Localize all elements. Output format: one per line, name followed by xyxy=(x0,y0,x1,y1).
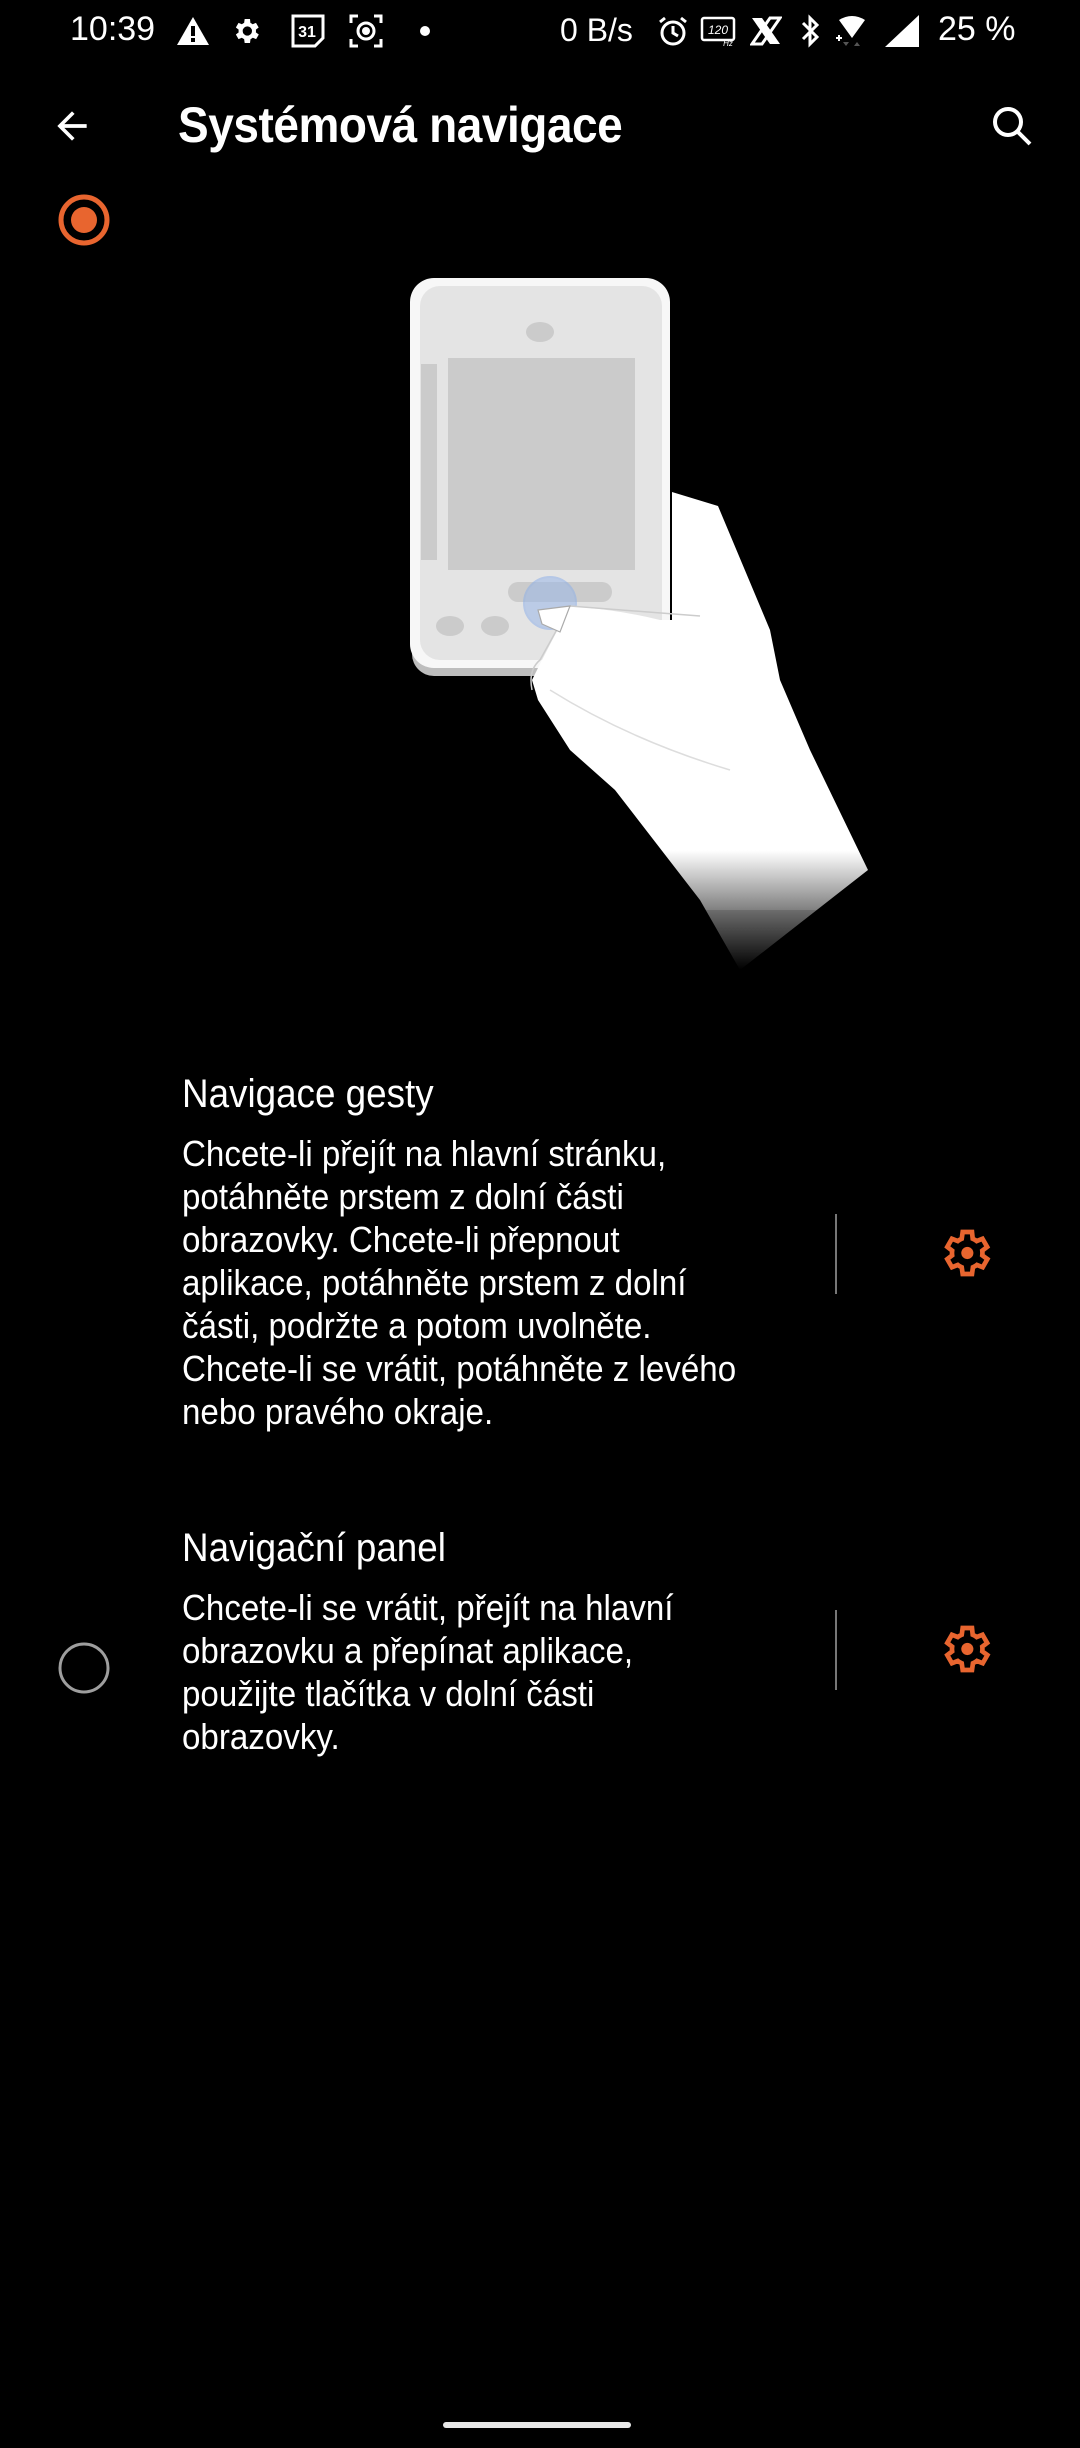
warning-icon xyxy=(175,14,211,48)
network-speed: 0 B/s xyxy=(560,12,633,48)
svg-text:120: 120 xyxy=(707,23,729,37)
status-bar xyxy=(0,0,1080,64)
radio-gesture-navigation[interactable] xyxy=(56,192,112,248)
wifi-icon xyxy=(832,14,872,48)
svg-text:Hz: Hz xyxy=(723,39,733,47)
gear-icon xyxy=(937,1621,993,1677)
refresh-rate-120hz-icon xyxy=(700,14,736,48)
calendar-31-icon xyxy=(288,14,328,48)
search-button[interactable] xyxy=(980,94,1044,158)
option-navigation-bar[interactable] xyxy=(0,1510,1080,1770)
bluetooth-icon xyxy=(795,14,825,48)
divider xyxy=(835,1214,837,1294)
page-title: Systémová navigace xyxy=(178,97,623,153)
gesture-handle[interactable] xyxy=(443,2422,631,2428)
navbar-settings-button[interactable] xyxy=(930,1614,1000,1684)
divider xyxy=(835,1610,837,1690)
option-title: Navigační panel xyxy=(182,1526,446,1570)
gear-icon xyxy=(937,1225,993,1281)
signal-icon xyxy=(880,14,924,48)
option-title: Navigace gesty xyxy=(182,1072,434,1116)
app-bar xyxy=(0,64,1080,188)
option-description: Chcete-li se vrátit, přejít na hlavní obrazovku a přepínat aplikace, použijte tlačítka v dolní části obrazovky. xyxy=(182,1587,674,1757)
option-gesture-navigation[interactable] xyxy=(0,1060,1080,1460)
option-description: Chcete-li přejít na hlavní stránku, potáhněte prstem z dolní části obrazovky. Chcete-li přepnout aplikace, potáhněte prstem z dolní části, podržte a potom uvolněte. Chcete-li se vrátit, potáhněte z levého nebo pravého okraje. xyxy=(182,1133,737,1432)
gesture-illustration xyxy=(400,270,880,970)
search-icon xyxy=(988,102,1036,150)
back-button[interactable] xyxy=(40,94,104,158)
settings-icon xyxy=(228,14,264,48)
status-time: 10:39 xyxy=(70,10,156,48)
radio-navigation-bar[interactable] xyxy=(56,1640,112,1696)
dot-icon xyxy=(418,14,432,48)
alarm-icon xyxy=(656,14,690,48)
x-mode-icon xyxy=(748,14,784,48)
screen-record-icon xyxy=(348,14,384,48)
svg-text:31: 31 xyxy=(298,24,316,41)
arrow-back-icon xyxy=(50,104,94,148)
gesture-settings-button[interactable] xyxy=(930,1218,1000,1288)
battery-percent: 25 % xyxy=(938,10,1016,48)
